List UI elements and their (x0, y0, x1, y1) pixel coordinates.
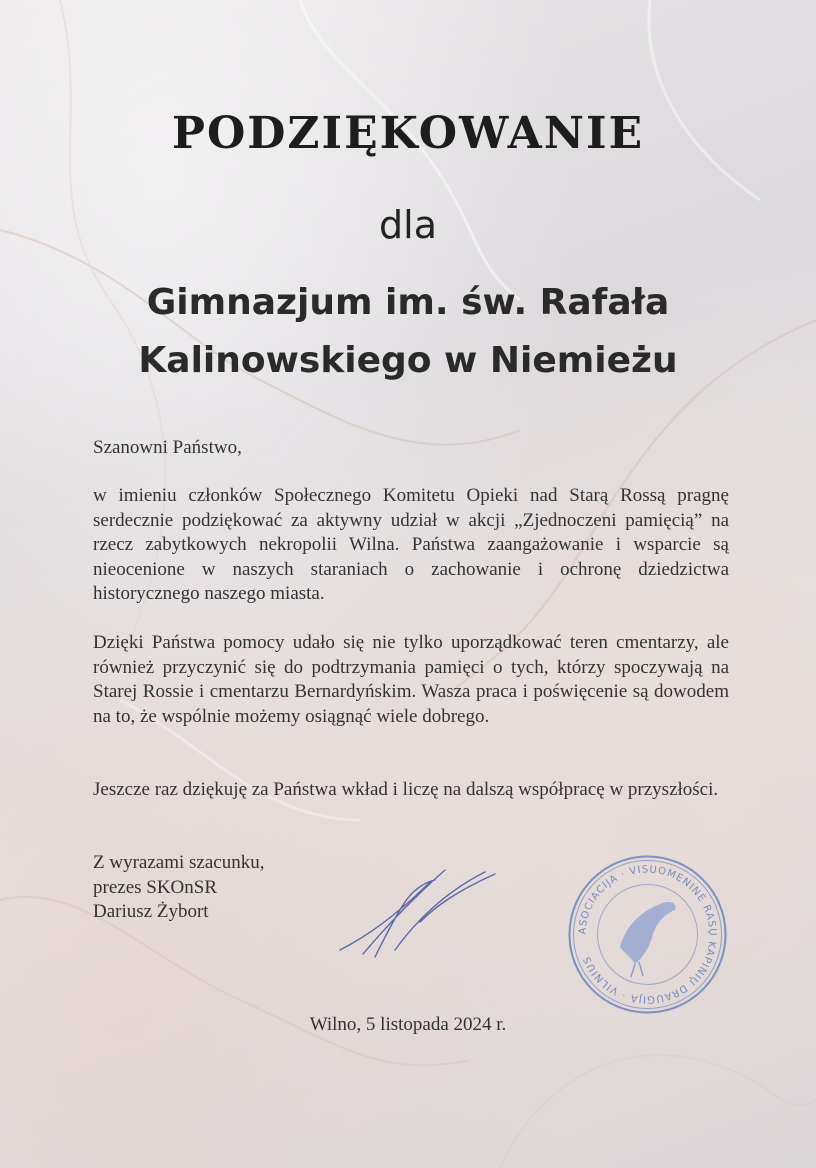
paragraph-2: Dzięki Państwa pomocy udało się nie tylko uporządkować teren cmentarzy, ale również przyczynić się do podtrzymania pamięci o tych, którzy spoczywają na Starej Rossie i cmentarzu Bernardyńskim. Wasza praca i poświęcenie są dowodem na to, że wspólnie możemy osiągnąć wiele dobrego. (93, 632, 729, 727)
organization-stamp (565, 852, 730, 1017)
document-date: Wilno, 5 listopada 2024 r. (309, 1014, 507, 1035)
recipient-line-2: Kalinowskiego w Niemieżu (138, 340, 678, 381)
document-subtitle: dla (379, 203, 437, 247)
closing-salutation: Z wyrazami szacunku, (93, 852, 265, 873)
recipient-line-1: Gimnazjum im. św. Rafała (146, 282, 670, 323)
document-title: PODZIĘKOWANIE (171, 108, 645, 159)
handwritten-signature (335, 862, 500, 962)
signatory-name: Dariusz Żybort (93, 901, 209, 922)
recipient-name (0, 274, 816, 390)
stamp-text: ASOCIACIJA · VISUOMENINĖ RASŲ KAPINIŲ DRAUGIJA · VILNIUS (577, 864, 718, 1005)
greeting: Szanowni Państwo, (93, 437, 242, 458)
paragraph-1: w imieniu członków Społecznego Komitetu Opieki nad Starą Rossą pragnę serdecznie podziękować za aktywny udział w akcji „Zjednoczeni pamięcią” na rzecz zabytkowych nekropolii Wilna. Państwa zaangażowanie i wsparcie są nieocenione w naszych staraniach o zachowanie i ochronę dziedzictwa historycznego naszego miasta. (93, 485, 729, 604)
signatory-title: prezes SKOnSR (93, 876, 218, 898)
paragraph-3: Jeszcze raz dziękuję za Państwa wkład i liczę na dalszą współpracę w przyszłości. (93, 779, 719, 800)
